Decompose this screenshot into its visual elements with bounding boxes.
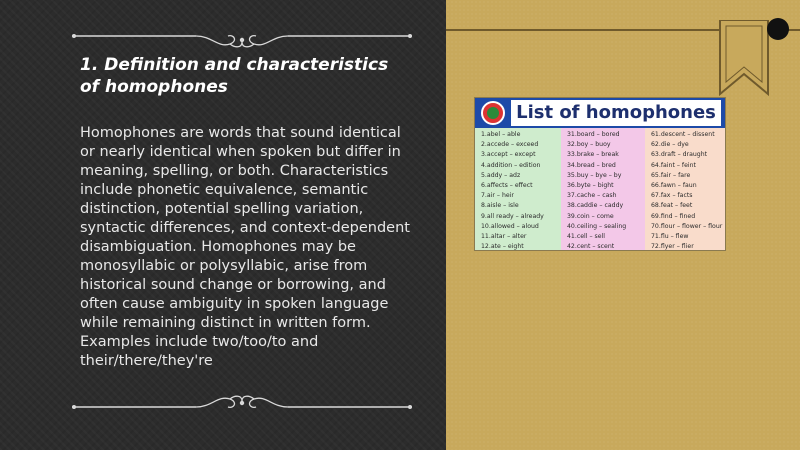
list-item: 9.all ready – already (481, 212, 544, 220)
bottom-ornament-divider (72, 391, 412, 413)
list-item: 62.die – dye (651, 141, 689, 149)
homophone-column-3 (645, 128, 725, 250)
list-item: 66.fawn – faun (651, 182, 697, 190)
list-item: 7.air – heir (481, 192, 514, 200)
list-item: 67.fax – facts (651, 192, 693, 200)
list-item: 35.buy – bye – by (567, 171, 622, 179)
list-item: 61.descent – dissent (651, 131, 715, 138)
list-item: 39.coin – come (567, 212, 614, 220)
homophone-column-2 (561, 128, 645, 250)
pin-hole (767, 18, 789, 40)
logo-icon (481, 101, 505, 125)
homophone-columns (475, 128, 725, 250)
list-item: 11.altar – alter (481, 233, 527, 241)
image-header (475, 98, 725, 128)
list-item: 5.addy – adz (481, 171, 521, 179)
list-item: 72.flyer – flier (651, 243, 694, 251)
list-item: 70.flour – flower – flour (651, 222, 723, 230)
list-item: 32.boy – buoy (567, 141, 611, 149)
list-item: 40.ceiling – sealing (567, 222, 627, 230)
list-item: 1.abel – able (481, 131, 521, 138)
list-item: 41.cell – sell (567, 233, 605, 241)
bookmark-ribbon-icon (718, 20, 770, 96)
list-item: 10.allowed – aloud (481, 222, 539, 230)
list-item: 37.cache – cash (567, 192, 617, 200)
list-item: 42.cent – scent (567, 243, 615, 251)
list-item: 71.flu – flew (651, 233, 689, 241)
list-item: 36.byte – bight (567, 182, 614, 190)
list-item: 31.board – bored (567, 131, 620, 138)
list-item: 69.find – fined (651, 212, 696, 220)
homophone-column-1 (475, 128, 561, 250)
list-item: 3.accept – except (481, 151, 536, 159)
list-item: 4.addition – edition (481, 161, 541, 169)
list-item: 34.bread – bred (567, 161, 616, 169)
list-item: 68.feat – feet (651, 202, 693, 210)
top-ornament-divider (72, 30, 412, 52)
list-item: 2.accede – exceed (481, 141, 539, 149)
list-item: 38.caddie – caddy (567, 202, 624, 210)
list-item: 6.affects – effect (481, 182, 533, 190)
list-item: 63.draft – draught (651, 151, 708, 159)
definition-paragraph: Homophones are words that sound identical or nearly identical when spoken but differ in meaning, spelling, or both. Characteristics include phonetic equivalence, semantic distinction, potential spelling variation, syntactic differences, and context-dependent disambiguation. Homophones may be monosyllabic or polysyllabic, arise from historical sound change or borrowing, and often cause ambiguity in spoken language while remaining distinct in written form. Examples include two/too/to and their/there/they're (80, 125, 410, 369)
image-title: List of homophones (511, 100, 721, 126)
list-item: 8.aisle – isle (481, 202, 519, 210)
slide-heading: 1. Definition and characteristics of homophones (80, 55, 389, 97)
homophones-list-image (474, 97, 726, 251)
list-item: 12.ate – eight (481, 243, 524, 251)
list-item: 64.faint – feint (651, 161, 696, 169)
list-item: 33.brake – break (567, 151, 619, 159)
list-item: 65.fair – fare (651, 171, 691, 179)
